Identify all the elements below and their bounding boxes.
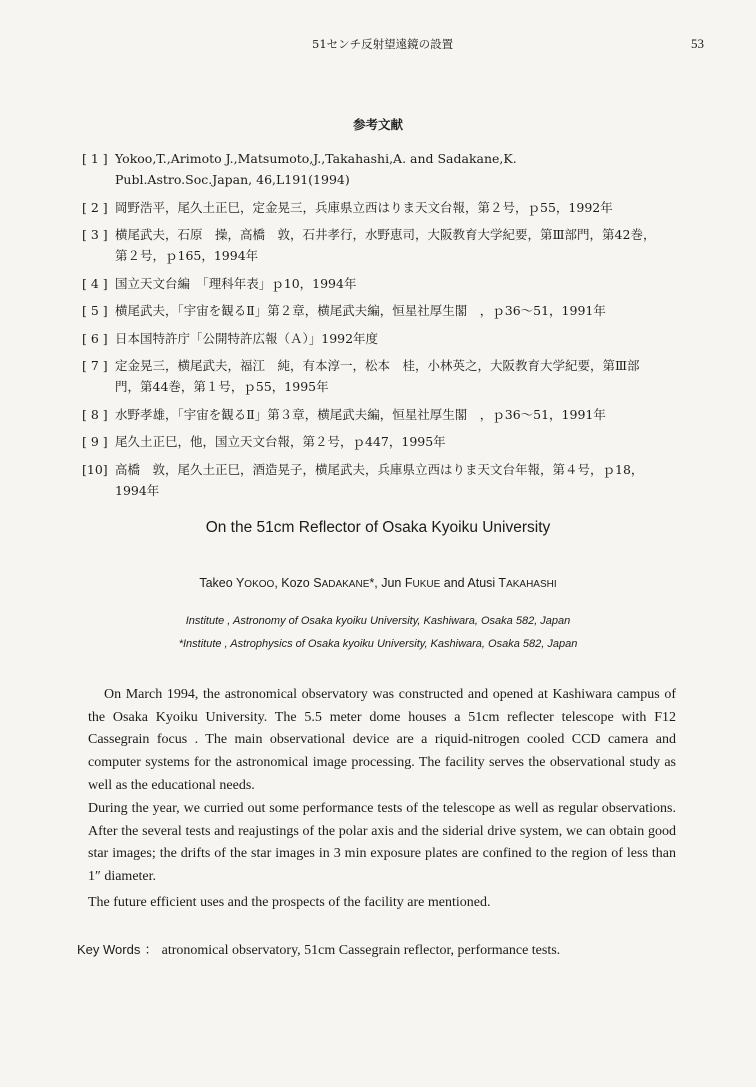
reference-item [82,273,692,294]
reference-text: 水野孝雄，「宇宙を観るⅡ」第３章，横尾武夫編，恒星社厚生閣 ，ｐ36～51，1991年 [115,406,606,422]
reference-number: [ 2 ] [82,199,108,215]
reference-text: 定金晃三，横尾武夫，福江 純，有本淳一，松本 桂，小林英之，大阪教育大学紀要，第Ⅲ部 門，第44巻，第１号，ｐ55，1995年 [115,358,640,394]
reference-number: [ 1 ] [82,151,108,166]
reference-list [82,148,692,507]
reference-item [82,459,692,501]
keywords-label: Key Words [77,942,141,957]
reference-text: 高橋 敦，尾久土正巳，酒造晃子，横尾武夫，兵庫県立西はりま天文台年報，第４号，ｐ18， 1994年 [115,461,644,498]
keywords-text: atronomical observatory, 51cm Cassegrain reflector, performance tests. [161,943,561,958]
running-title: 51センチ反射望遠鏡の設置 [312,37,454,51]
reference-text: 日本国特許庁「公開特許広報（Ａ）」1992年度 [115,330,379,346]
keywords-separator: ： [144,943,158,958]
reference-number: [ 4 ] [82,275,108,291]
reference-item [82,224,692,266]
reference-item [82,404,692,425]
reference-item [82,328,692,349]
reference-item [82,148,692,190]
reference-number: [ 7 ] [82,358,108,373]
keywords [77,939,560,959]
reference-number: [ 5 ] [82,303,108,318]
reference-text: 国立天文台編 「理科年表」ｐ10，1994年 [115,275,357,291]
abstract-paragraph-2: During the year, we curried out some performance tests of the telescope as well as regular observations. After the several tests and reajustings of the polar axis and the siderial drive system, we can obtain good star images; the drifts of the star images in 3 min exposure plates are confined to the region of less than 1″ diameter. [88,801,676,885]
reference-number: [ 3 ] [82,227,108,242]
reference-text: 横尾武夫，石原 操，高橋 敦，石井孝行，水野恵司，大阪教育大学紀要，第Ⅲ部門，第42巻， 第２号，ｐ165，1994年 [115,227,656,263]
affiliation-2: *Institute , Astrophysics of Osaka kyoiku University, Kashiwara, Osaka 582, Japan [178,638,578,650]
page-number: 53 [691,36,704,51]
affiliation-1: Institute , Astronomy of Osaka kyoiku University, Kashiwara, Osaka 582, Japan [185,615,571,627]
reference-number: [10] [82,461,108,477]
reference-text: 横尾武夫，「宇宙を観るⅡ」第２章，横尾武夫編，恒星社厚生閣 ，ｐ36～51，1991年 [115,303,606,318]
reference-number: [ 6 ] [82,330,108,346]
references-heading: 参考文献 [352,117,403,132]
reference-number: [ 9 ] [82,434,108,449]
english-title: On the 51cm Reflector of Osaka Kyoiku University [205,519,551,536]
reference-number: [ 8 ] [82,406,108,422]
reference-item [82,355,692,397]
author-line: Takeo YOKOO, Kozo SADAKANE*, Jun FUKUE and Atusi TAKAHASHI [199,576,557,590]
reference-text: Yokoo,T.,Arimoto J.,Matsumoto,J.,Takahashi,A. and Sadakane,K. Publ.Astro.Soc.Japan, 46,L191(1994) [115,151,517,187]
reference-text: 岡野浩平，尾久土正巳，定金晃三，兵庫県立西はりま天文台報，第２号，ｐ55，1992年 [115,199,613,215]
reference-text: 尾久土正巳，他，国立天文台報，第２号，ｐ447，1995年 [115,434,446,449]
reference-item [82,197,692,218]
reference-item [82,300,692,321]
abstract-paragraph-1: On March 1994, the astronomical observatory was constructed and opened at Kashiwara campus of the Osaka Kyoiku University. The 5.5 meter dome houses a 51cm reflecter telescope with F12 Cassegrain focus . The main observational device are a riquid-nitrogen cooled CCD camera and computer systems for the astronomical image processing. The facility serves the observational study as well as the educational needs. [88,687,676,793]
abstract-paragraph-3: The future efficient uses and the prospects of the facility are mentioned. [88,895,491,910]
reference-item [82,431,692,452]
